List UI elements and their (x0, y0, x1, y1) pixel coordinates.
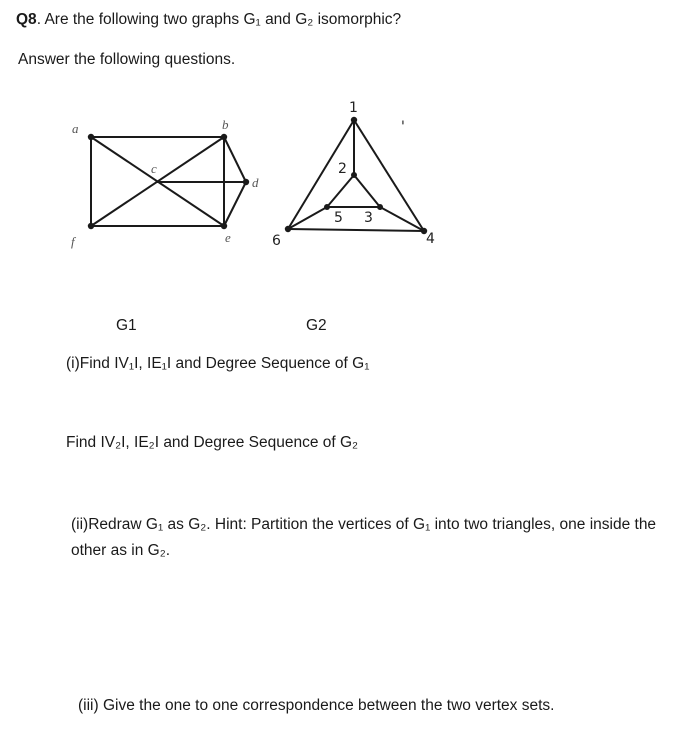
g2-stray-mark: ' (401, 119, 405, 135)
g1-edge-d-e (224, 182, 246, 226)
g1-label-d: d (252, 175, 259, 190)
g1-label-e: e (225, 230, 231, 245)
g2-edge-3-2 (354, 175, 380, 207)
part-ii-text: (ii)Redraw G₁ as G₂. Hint: Partition the vertices of G₁ into two triangles, one inside the other as in G₂. (71, 516, 657, 559)
g1-vertex-b (221, 134, 227, 140)
g2-vertex-3 (377, 204, 383, 210)
caption-g2: G2 (306, 317, 327, 334)
part-iii-text: (iii) Give the one to one correspondence between the two vertex sets. (78, 697, 555, 714)
part-i-g2-text: Find IV₂I, IE₂I and Degree Sequence of G₂ (66, 434, 359, 451)
g2-label-6: 6 (272, 233, 281, 249)
g1-vertex-e (221, 223, 227, 229)
graph-g2 (260, 95, 450, 255)
graph-g1 (60, 105, 280, 255)
g2-edge-6-4 (288, 229, 424, 231)
g2-label-5: 5 (334, 210, 343, 226)
g2-vertex-2 (351, 172, 357, 178)
g2-label-1: 1 (349, 100, 358, 116)
g2-label-2: 2 (338, 161, 347, 177)
g2-vertex-5 (324, 204, 330, 210)
question-title-text: . Are the following two graphs G₁ and G₂ isomorphic? (36, 11, 402, 28)
caption-g1: G1 (116, 317, 137, 334)
g1-label-a: a (72, 121, 79, 136)
g2-edge-2-5 (327, 175, 354, 207)
g1-vertex-f (88, 223, 94, 229)
g2-label-3: 3 (364, 210, 373, 226)
question-title (16, 10, 401, 30)
g1-label-f: f (71, 234, 75, 249)
g2-vertex-6 (285, 226, 291, 232)
g1-vertex-a (88, 134, 94, 140)
g1-label-b: b (222, 117, 229, 132)
part-i-text: (i)Find IV₁I, IE₁I and Degree Sequence of G₁ (66, 355, 370, 372)
g1-vertex-d (243, 179, 249, 185)
g1-label-c: c (151, 161, 157, 176)
question-number: Q8 (16, 11, 37, 28)
question-subtitle: Answer the following questions. (18, 51, 236, 68)
g1-edge-b-d (224, 137, 246, 182)
g2-label-4: 4 (426, 231, 435, 247)
g2-vertex-1 (351, 117, 357, 123)
